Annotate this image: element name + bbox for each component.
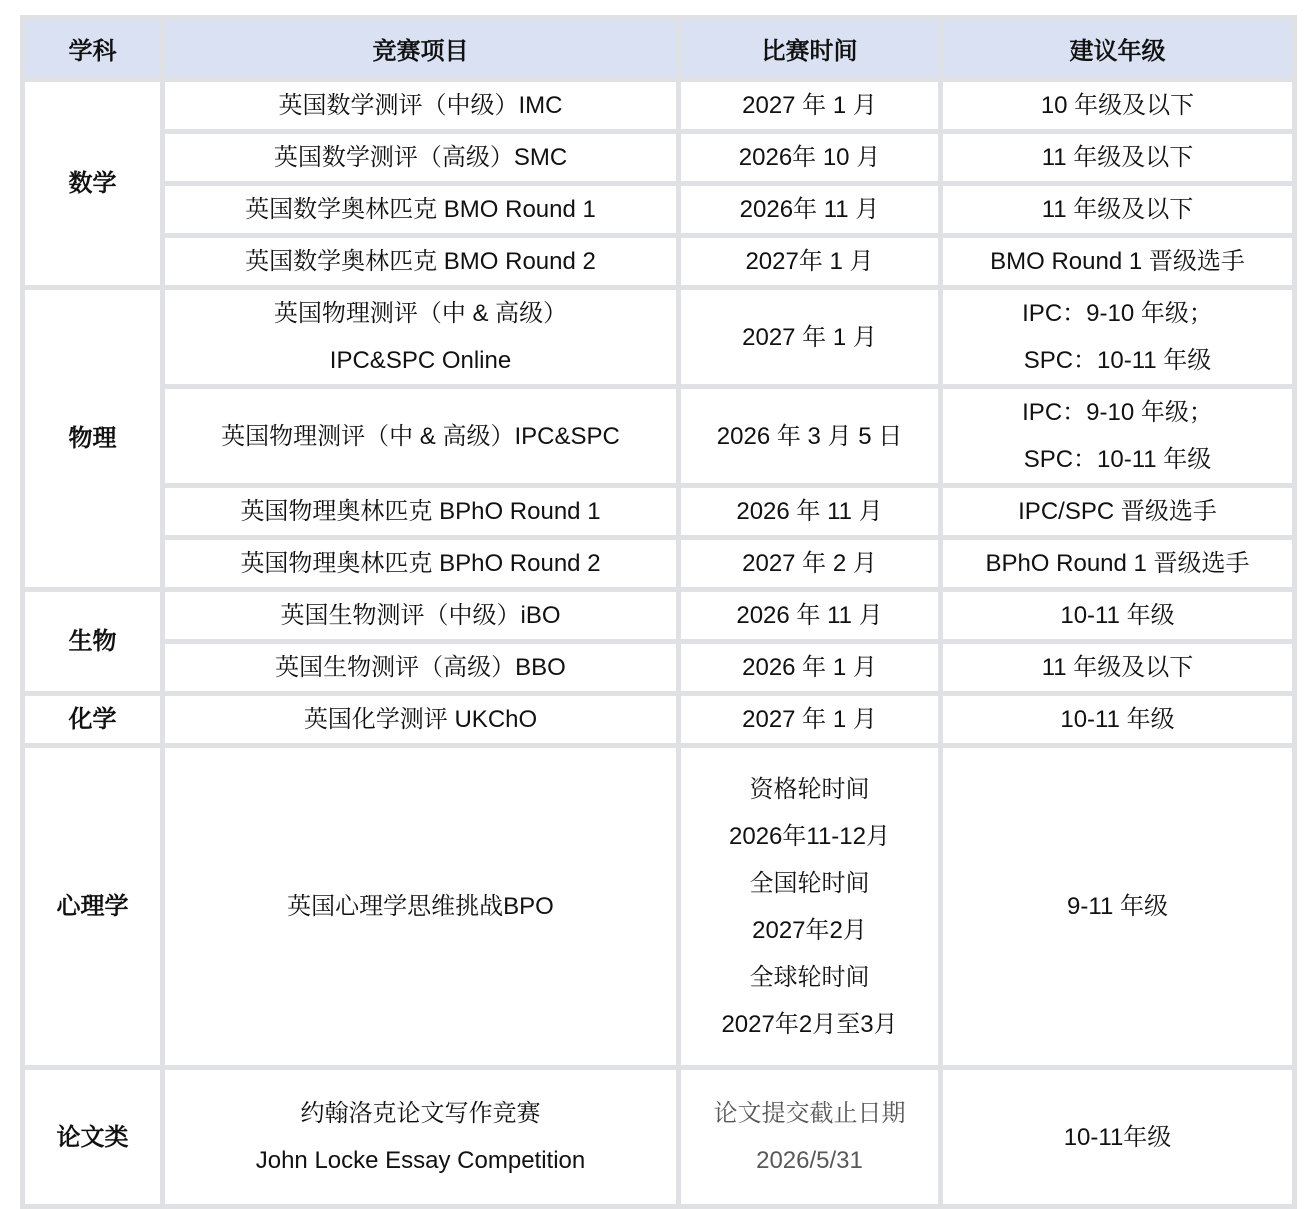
project-cell: 英国数学奥林匹克 BMO Round 2 — [163, 236, 679, 288]
grade-cell: BMO Round 1 晋级选手 — [941, 236, 1295, 288]
grade-cell: 10-11年级 — [941, 1068, 1295, 1207]
time-cell — [679, 1068, 941, 1207]
project-cell: 英国生物测评（中级）iBO — [163, 590, 679, 642]
cell-line: SPC：10-11 年级 — [1023, 347, 1212, 374]
cell-line: IPC：9-10 年级； — [1022, 300, 1213, 327]
table-row — [23, 642, 1295, 694]
table-row — [23, 694, 1295, 746]
time-cell: 2026年 10 月 — [679, 132, 941, 184]
project-cell: 英国数学奥林匹克 BMO Round 1 — [163, 184, 679, 236]
time-cell: 2026 年 1 月 — [679, 642, 941, 694]
time-cell: 2027年 1 月 — [679, 236, 941, 288]
time-cell: 2027 年 1 月 — [679, 80, 941, 132]
project-cell: 英国物理奥林匹克 BPhO Round 2 — [163, 538, 679, 590]
grade-cell: IPC/SPC 晋级选手 — [941, 486, 1295, 538]
project-cell — [163, 1068, 679, 1207]
subject-cell-chemistry: 化学 — [23, 694, 163, 746]
grade-cell: BPhO Round 1 晋级选手 — [941, 538, 1295, 590]
table-row — [23, 132, 1295, 184]
time-cell: 2027 年 2 月 — [679, 538, 941, 590]
grade-cell: 10 年级及以下 — [941, 80, 1295, 132]
cell-line: 全球轮时间 — [749, 963, 870, 991]
project-cell: 英国数学测评（中级）IMC — [163, 80, 679, 132]
column-header-time: 比赛时间 — [679, 18, 941, 80]
project-cell: 英国物理奥林匹克 BPhO Round 1 — [163, 486, 679, 538]
subject-cell-biology: 生物 — [23, 590, 163, 694]
subject-cell-psychology: 心理学 — [23, 746, 163, 1068]
column-header-subject: 学科 — [23, 18, 163, 80]
project-cell: 英国生物测评（高级）BBO — [163, 642, 679, 694]
table-row — [23, 236, 1295, 288]
grade-cell: 9-11 年级 — [941, 746, 1295, 1068]
table-row — [23, 288, 1295, 387]
cell-line: 资格轮时间 — [749, 775, 870, 803]
cell-line: John Locke Essay Competition — [255, 1147, 586, 1174]
grade-cell — [941, 387, 1295, 486]
table-row — [23, 1068, 1295, 1207]
cell-line: 2026年11-12月 — [729, 822, 890, 850]
cell-line: 英国物理测评（中 & 高级） — [273, 300, 568, 327]
competition-table — [20, 15, 1297, 1209]
cell-line: 2027年2月至3月 — [721, 1010, 898, 1038]
table-row — [23, 538, 1295, 590]
grade-cell: 10-11 年级 — [941, 590, 1295, 642]
grade-cell — [941, 288, 1295, 387]
column-header-project: 竞赛项目 — [163, 18, 679, 80]
time-cell: 2026 年 3 月 5 日 — [679, 387, 941, 486]
cell-line: 全国轮时间 — [749, 869, 870, 897]
project-cell: 英国化学测评 UKChO — [163, 694, 679, 746]
header-row — [23, 18, 1295, 80]
time-cell: 2026年 11 月 — [679, 184, 941, 236]
project-cell: 英国数学测评（高级）SMC — [163, 132, 679, 184]
time-cell: 2026 年 11 月 — [679, 590, 941, 642]
grade-cell: 11 年级及以下 — [941, 132, 1295, 184]
time-cell: 2026 年 11 月 — [679, 486, 941, 538]
cell-line: SPC：10-11 年级 — [1023, 446, 1212, 473]
table-row — [23, 184, 1295, 236]
time-cell — [679, 746, 941, 1068]
grade-cell: 11 年级及以下 — [941, 184, 1295, 236]
cell-line: 2027年2月 — [752, 916, 867, 944]
subject-cell-physics: 物理 — [23, 288, 163, 590]
time-cell: 2027 年 1 月 — [679, 694, 941, 746]
cell-line: 论文提交截止日期 — [713, 1100, 906, 1127]
project-cell: 英国物理测评（中 & 高级）IPC&SPC — [163, 387, 679, 486]
subject-cell-math: 数学 — [23, 80, 163, 288]
table-row — [23, 80, 1295, 132]
project-cell: 英国心理学思维挑战BPO — [163, 746, 679, 1068]
cell-line: IPC：9-10 年级； — [1022, 399, 1213, 426]
project-cell — [163, 288, 679, 387]
table-row — [23, 486, 1295, 538]
grade-cell: 11 年级及以下 — [941, 642, 1295, 694]
cell-line: 约翰洛克论文写作竞赛 — [300, 1100, 541, 1127]
table-row — [23, 746, 1295, 1068]
subject-cell-essay: 论文类 — [23, 1068, 163, 1207]
table-row — [23, 387, 1295, 486]
table-row — [23, 590, 1295, 642]
cell-line: 2026/5/31 — [756, 1147, 863, 1174]
cell-line: IPC&SPC Online — [329, 347, 512, 374]
grade-cell: 10-11 年级 — [941, 694, 1295, 746]
time-cell: 2027 年 1 月 — [679, 288, 941, 387]
column-header-grade: 建议年级 — [941, 18, 1295, 80]
